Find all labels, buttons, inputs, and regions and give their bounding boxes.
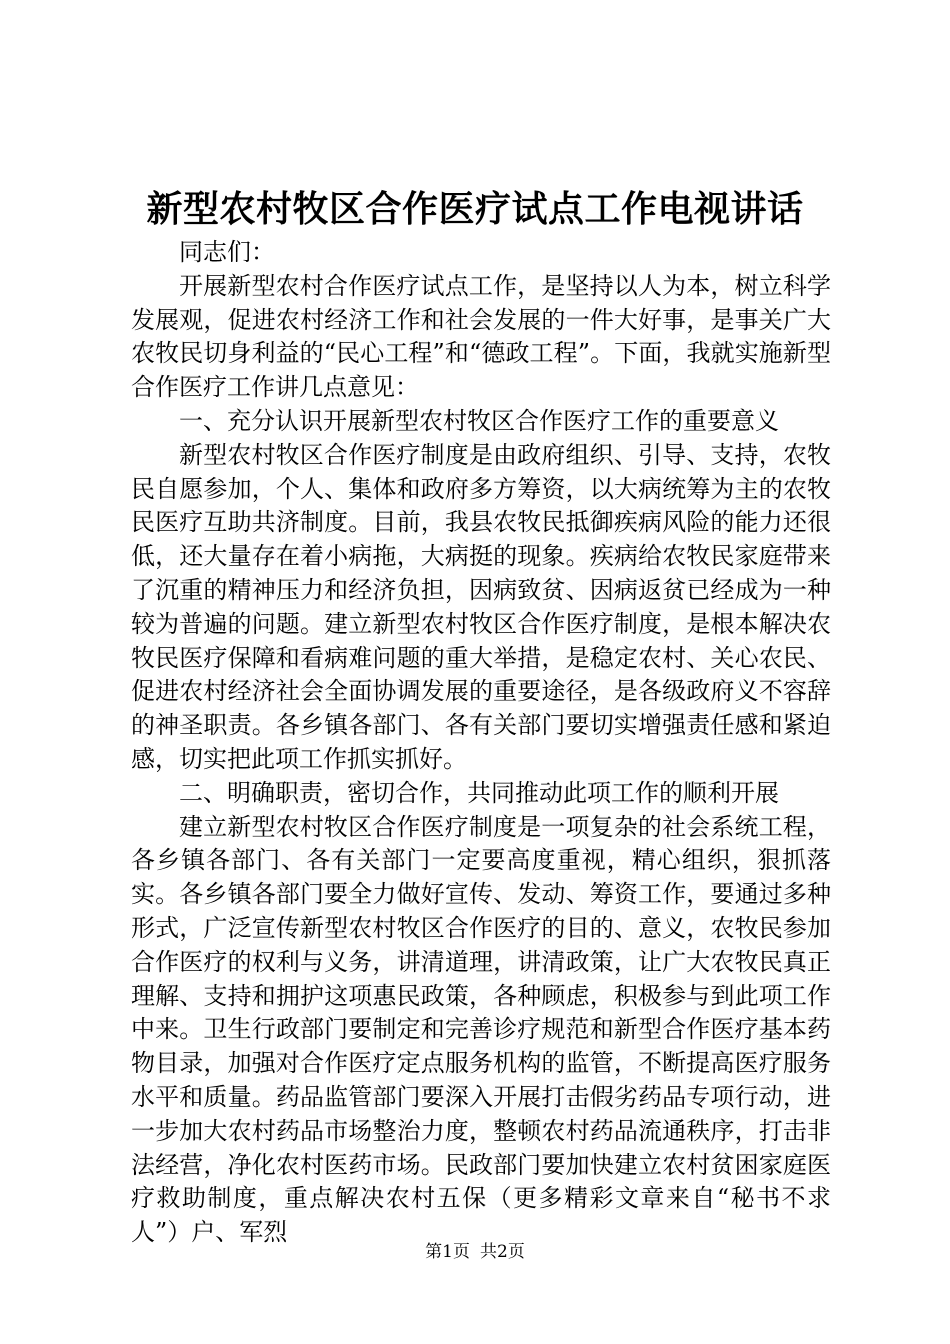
document-title: 新型农村牧区合作医疗试点工作电视讲话 — [146, 188, 804, 230]
paragraph-intro: 开展新型农村合作医疗试点工作，是坚持以人为本，树立科学发展观，促进农村经济工作和社会发展的一件大好事，是事关广大农牧民切身利益的“民心工程”和“德政工程”。下面，我就实施新型合作医疗工作讲几点意见： — [131, 271, 831, 402]
salutation: 同志们： — [179, 238, 275, 266]
document-body — [131, 236, 831, 1250]
section-heading-2: 二、明确职责，密切合作，共同推动此项工作的顺利开展 — [179, 778, 779, 807]
page-number: 第1页 — [425, 1242, 470, 1262]
page-total: 共2页 — [480, 1242, 525, 1262]
page-footer — [0, 1241, 950, 1263]
section-heading-1: 一、充分认识开展新型农村牧区合作医疗工作的重要意义 — [179, 406, 779, 435]
paragraph-section-2: 建立新型农村牧区合作医疗制度是一项复杂的社会系统工程，各乡镇各部门、各有关部门一定要高度重视，精心组织，狠抓落实。各乡镇各部门要全力做好宣传、发动、筹资工作，要通过多种形式，广泛宣传新型农村牧区合作医疗的目的、意义，农牧民参加合作医疗的权利与义务，讲清道理，讲清政策，让广大农牧民真正理解、支持和拥护这项惠民政策，各种顾虑，积极参与到此项工作中来。卫生行政部门要制定和完善诊疗规范和新型合作医疗基本药物目录，加强对合作医疗定点服务机构的监管，不断提高医疗服务水平和质量。药品监管部门要深入开展打击假劣药品专项行动，进一步加大农村药品市场整治力度，整顿农村药品流通秩序，打击非法经营，净化农村医药市场。民政部门要加快建立农村贫困家庭医疗救助制度，重点解决农村五保（更多精彩文章来自“秘书不求人”）户、军烈 — [131, 812, 831, 1247]
paragraph-section-1: 新型农村牧区合作医疗制度是由政府组织、引导、支持，农牧民自愿参加，个人、集体和政府多方筹资，以大病统筹为主的农牧民医疗互助共济制度。目前，我县农牧民抵御疾病风险的能力还很低，还大量存在着小病拖，大病挺的现象。疾病给农牧民家庭带来了沉重的精神压力和经济负担，因病致贫、因病返贫已经成为一种较为普遍的问题。建立新型农村牧区合作医疗制度，是根本解决农牧民医疗保障和看病难问题的重大举措，是稳定农村、关心农民、促进农村经济社会全面协调发展的重要途径，是各级政府义不容辞的神圣职责。各乡镇各部门、各有关部门要切实增强责任感和紧迫感，切实把此项工作抓实抓好。 — [131, 440, 831, 773]
